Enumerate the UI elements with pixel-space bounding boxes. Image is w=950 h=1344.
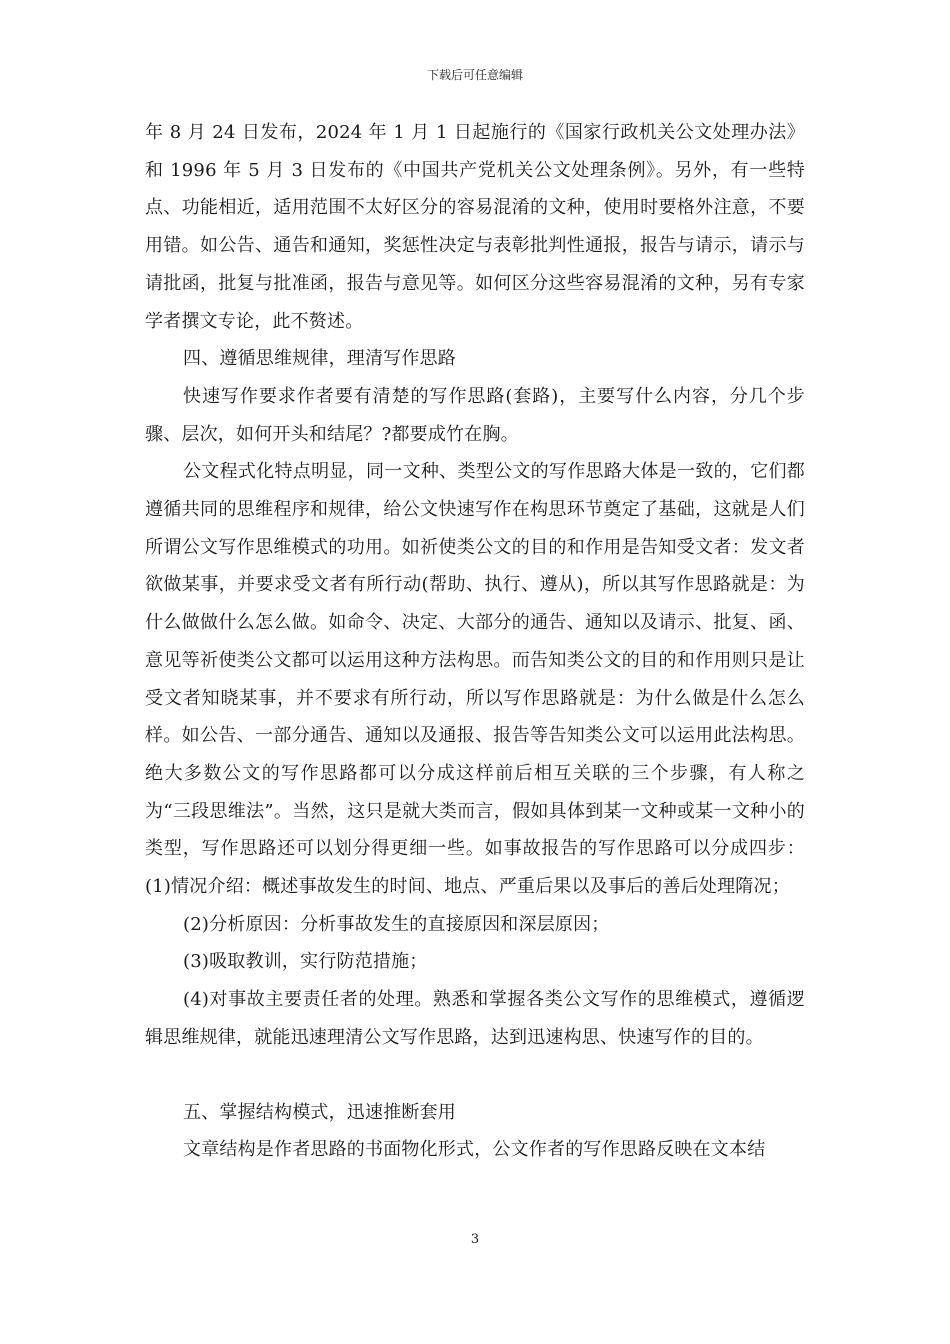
section-heading-five: 五、掌握结构模式，迅速推断套用 (183, 1101, 456, 1123)
blank-line (145, 1057, 805, 1094)
page-number: 3 (470, 1232, 480, 1247)
paragraph-writing-approach: 快速写作要求作者要有清楚的写作思路(套路)，主要写什么内容，分几个步骤、层次，如何开头和结尾？?都要成竹在胸。 (145, 385, 805, 445)
list-item-step-3: (3)吸取教训，实行防范措施； (183, 951, 428, 973)
list-item-step-2: (2)分析原因：分析事故发生的直接原因和深层原因； (183, 913, 610, 935)
paragraph-structure: 文章结构是作者思路的书面物化形式，公文作者的写作思路反映在文本结 (183, 1139, 766, 1161)
section-heading-four: 四、遵循思维规律，理清写作思路 (183, 348, 456, 370)
document-body (145, 114, 805, 1169)
paragraph-continuation: 年 8 月 24 日发布，2024 年 1 月 1 日起施行的《国家行政机关公文处理办法》和 1996 年 5 月 3 日发布的《中国共产党机关公文处理条例》。另外，有一些特点、功能相近，适用范围不太好区分的容易混淆的文种，使用时要格外注意，不要用错。如公告、通告和通知，奖惩性决定与表彰批判性通报，报告与请示，请示与请批函，批复与批准函，报告与意见等。如何区分这些容易混淆的文种，另有专家学者撰文专论，此不赘述。 (145, 122, 805, 332)
page-header: 下载后可任意编辑 (426, 68, 523, 82)
list-item-step-4: (4)对事故主要责任者的处理。熟悉和掌握各类公文写作的思维模式，遵循逻辑思维规律，就能迅速理清公文写作思路，达到迅速构思、快速写作的目的。 (145, 989, 805, 1048)
paragraph-thinking-pattern: 公文程式化特点明显，同一文种、类型公文的写作思路大体是一致的，它们都遵循共同的思维程序和规律，给公文快速写作在构思环节奠定了基础，这就是人们所谓公文写作思维模式的功用。如祈使类公文的目的和作用是告知受文者：发文者欲做某事，并要求受文者有所行动(帮助、执行、遵从)，所以其写作思路就是：为什么做做什么怎么做。如命令、决定、大部分的通告、通知以及请示、批复、函、意见等祈使类公文都可以运用这种方法构思。而告知类公文的目的和作用则只是让受文者知晓某事，并不要求有所行动，所以写作思路就是：为什么做是什么怎么样。如公告、一部分通告、通知以及通报、报告等告知类公文可以运用此法构思。绝大多数公文的写作思路都可以分成这样前后相互关联的三个步骤，有人称之为“三段思维法”。当然，这只是就大类而言，假如具体到某一文种或某一文种小的类型，写作思路还可以划分得更细一些。如事故报告的写作思路可以分成四步：(1)情况介绍：概述事故发生的时间、地点、严重后果以及事后的善后处理隋况； (145, 461, 805, 898)
